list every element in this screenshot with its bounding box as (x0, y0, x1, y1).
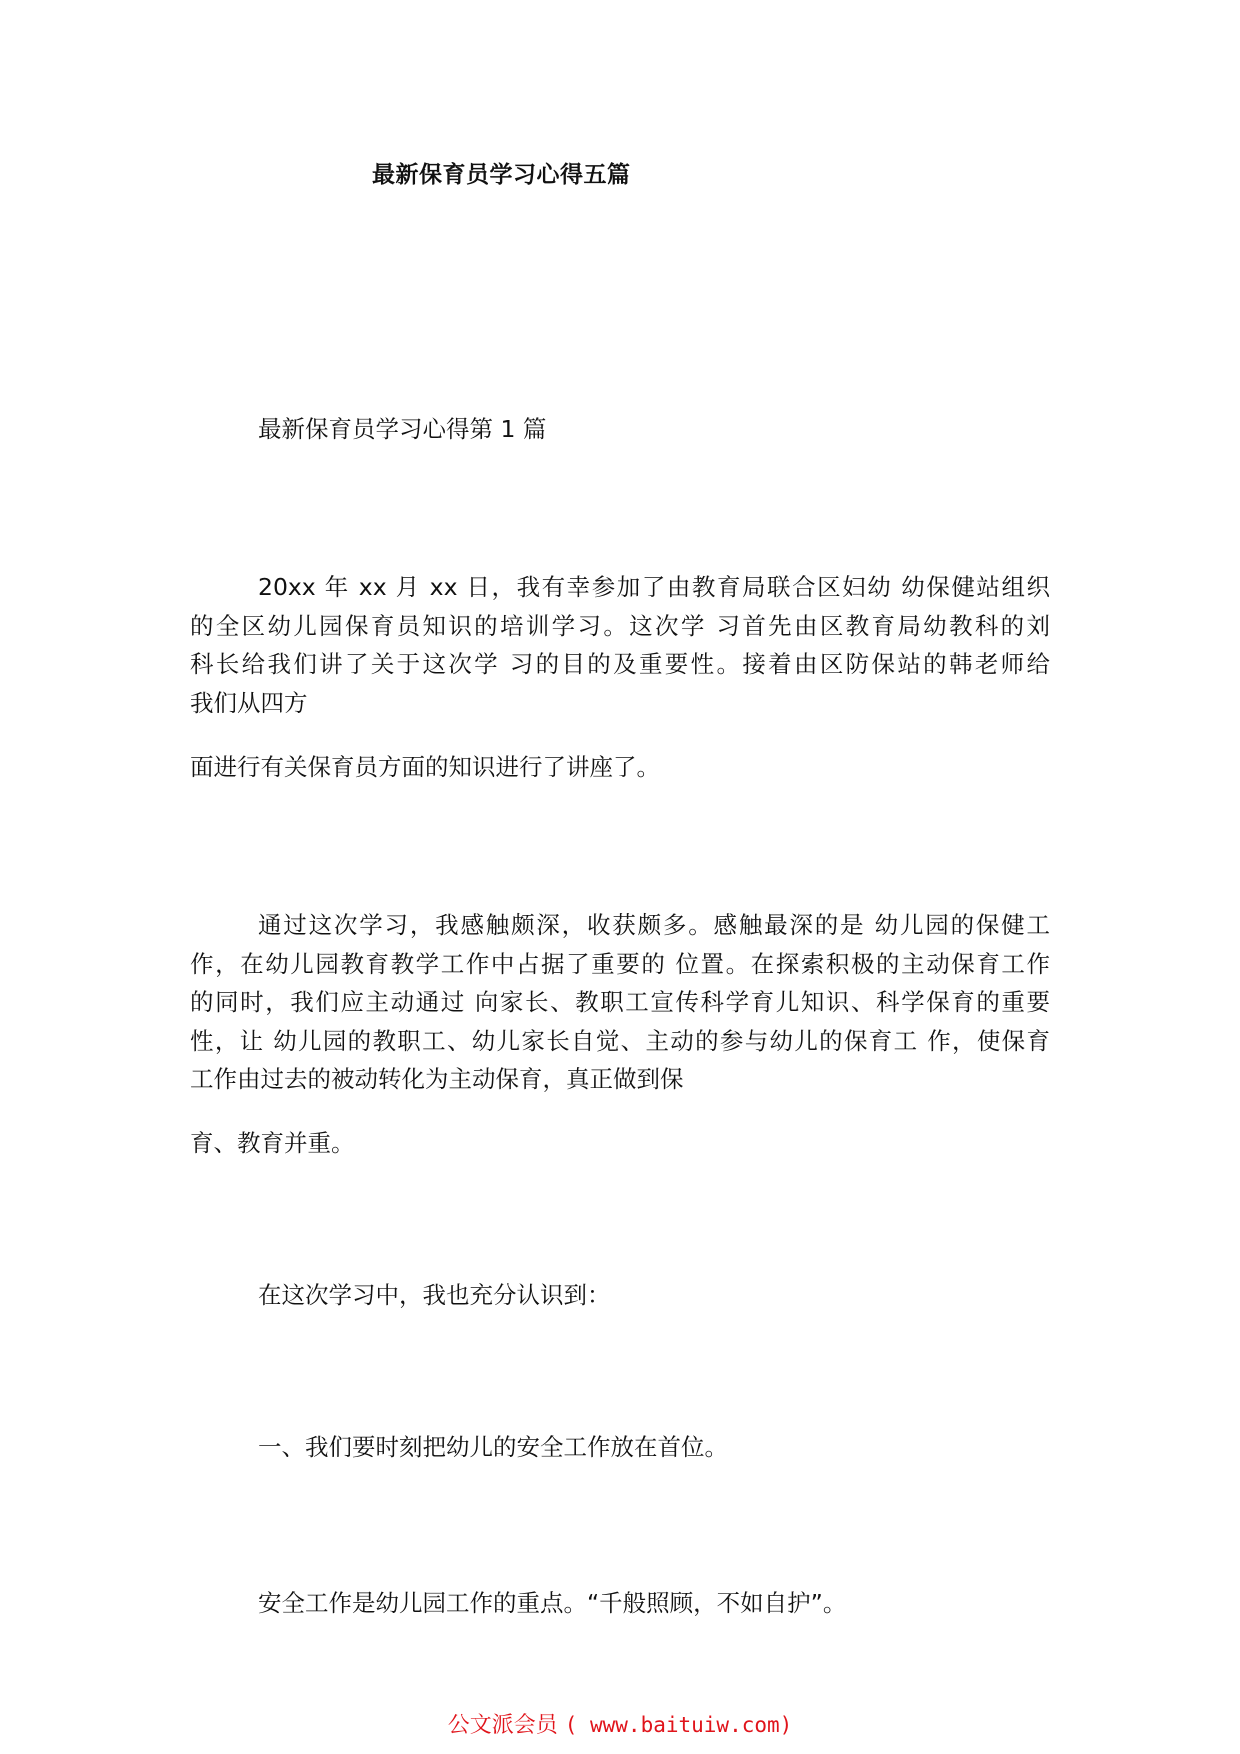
paragraph-1-line-1: 20xx 年 xx 月 xx 日，我有幸参加了由教育局联合区妇幼 幼保健站组织 (258, 573, 1050, 601)
paragraph-1 (190, 568, 1050, 722)
paragraph-1-line-2: 的全区幼儿园保育员知识的培训学习。这次学 习首先由区教育局幼教科的刘 (190, 611, 1050, 640)
paragraph-3: 在这次学习中，我也充分认识到： (258, 1281, 611, 1309)
paragraph-1-line-4: 我们从四方 (190, 688, 308, 717)
footer-watermark (0, 1708, 1240, 1739)
paragraph-4: 一、我们要时刻把幼儿的安全工作放在首位。 (258, 1433, 728, 1461)
paragraph-2-continuation: 育、教育并重。 (190, 1129, 355, 1157)
footer-url: ( www.baituiw.com) (564, 1713, 793, 1737)
paragraph-1-line-3: 科长给我们讲了关于这次学 习的目的及重要性。接着由区防保站的韩老师给 (190, 650, 1050, 678)
paragraph-2-line-1: 通过这次学习，我感触颇深，收获颇多。感触最深的是 幼儿园的保健工 (258, 911, 1050, 939)
footer-brand: 公文派会员 (447, 1713, 558, 1738)
paragraph-2-line-4: 性，让 幼儿园的教职工、幼儿家长自觉、主动的参与幼儿的保育工 作，使保育 (190, 1026, 1050, 1055)
paragraph-5: 安全工作是幼儿园工作的重点。“千般照顾，不如自护”。 (258, 1589, 847, 1617)
document-title: 最新保育员学习心得五篇 (372, 162, 631, 188)
paragraph-2-line-2: 作，在幼儿园教育教学工作中占据了重要的 位置。在探索积极的主动保育工作 (190, 949, 1050, 978)
section-heading: 最新保育员学习心得第 1 篇 (258, 415, 547, 443)
paragraph-2-line-3: 的同时，我们应主动通过 向家长、教职工宣传科学育儿知识、科学保育的重要 (190, 988, 1050, 1016)
paragraph-2-line-5: 工作由过去的被动转化为主动保育，真正做到保 (190, 1065, 684, 1093)
paragraph-2 (190, 906, 1050, 1099)
paragraph-1-continuation: 面进行有关保育员方面的知识进行了讲座了。 (190, 753, 660, 781)
